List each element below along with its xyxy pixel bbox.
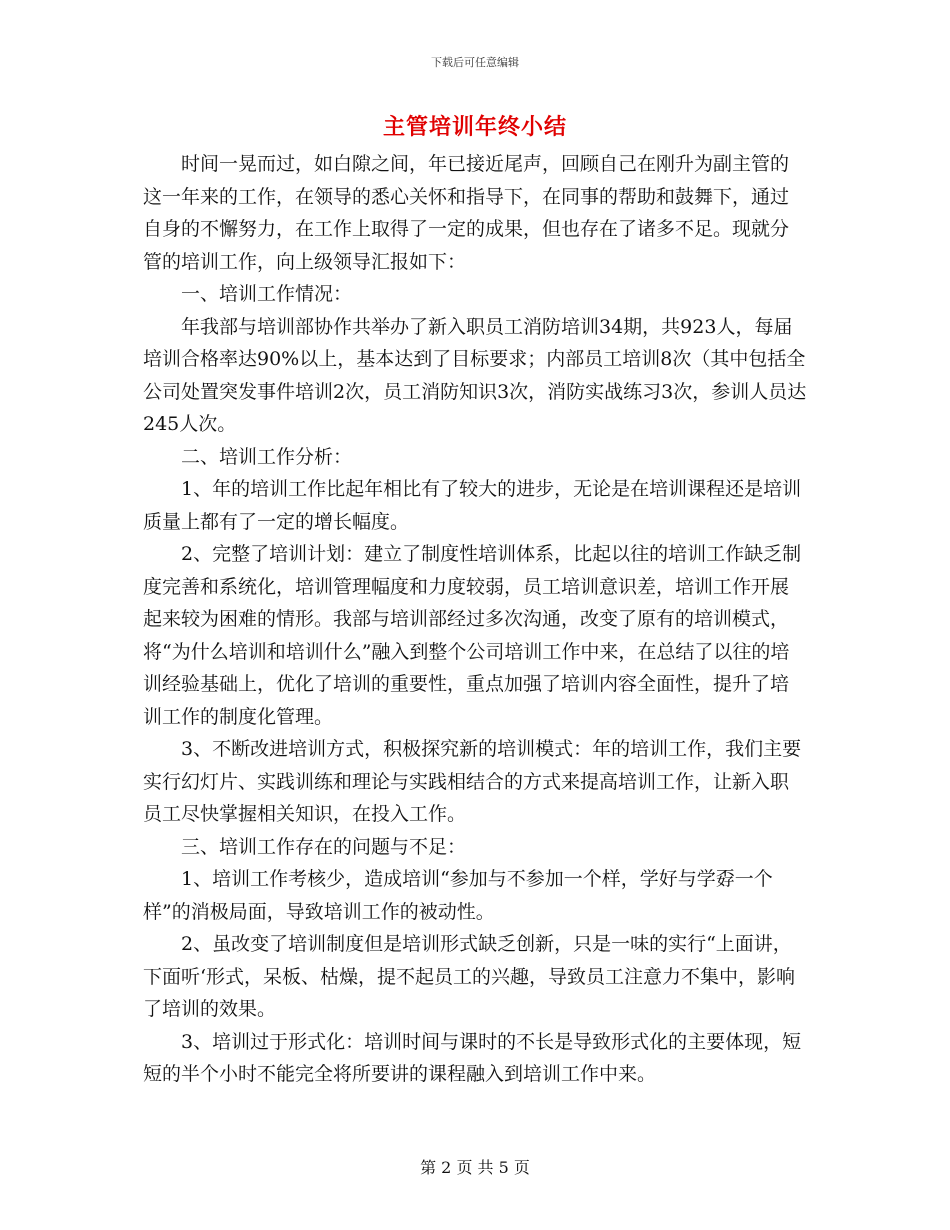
paragraph-analysis-2: 2、完整了培训计划：建立了制度性培训体系，比起以往的培训工作缺乏制度完善和系统化，培训管理幅度和力度较弱，员工培训意识差，培训工作开展起来较为困难的情形。我部与培训部经过多次沟通，改变了原有的培训模式，将“为什么培训和培训什么”融入到整个公司培训工作中来，在总结了以往的培训经验基础上，优化了培训的重要性，重点加强了培训内容全面性，提升了培训工作的制度化管理。 <box>143 543 802 728</box>
paragraph-intro: 时间一晃而过，如白隙之间，年已接近尾声，回顾自己在刚升为副主管的这一年来的工作，在领导的悉心关怀和指导下，在同事的帮助和鼓舞下，通过自身的不懈努力，在工作上取得了一定的成果，但也存在了诸多不足。现就分管的培训工作，向上级领导汇报如下： <box>143 153 790 273</box>
header-note: 下载后可任意编辑 <box>431 56 519 69</box>
paragraph-problem-3: 3、培训过于形式化：培训时间与课时的不长是导致形式化的主要体现，短短的半个小时不能完全将所要讲的课程融入到培训工作中来。 <box>143 1030 802 1085</box>
page-footer: 第 2 页 共 5 页 <box>420 1158 530 1177</box>
document-title: 主管培训年终小结 <box>382 114 567 140</box>
section-heading-2: 二、培训工作分析： <box>181 445 353 468</box>
paragraph-problem-2: 2、虽改变了培训制度但是培训形式缺乏创新，只是一味的实行“上面讲，下面听‘形式，呆板、枯燥，提不起员工的兴趣，导致员工注意力不集中，影响了培训的效果。 <box>143 933 796 1020</box>
section-heading-3: 三、培训工作存在的问题与不足： <box>181 835 467 858</box>
section-heading-1: 一、培训工作情况： <box>181 283 353 305</box>
document-body <box>143 148 807 1091</box>
paragraph-training-status: 年我部与培训部协作共举办了新入职员工消防培训34期，共923人，每届培训合格率达90%以上，基本达到了目标要求；内部员工培训8次（其中包括全公司处置突发事件培训2次，员工消防知识3次，消防实战练习3次，参训人员达245人次。 <box>143 315 807 435</box>
paragraph-analysis-1: 1、年的培训工作比起年相比有了较大的进步，无论是在培训课程还是培训质量上都有了一定的增长幅度。 <box>143 478 802 533</box>
paragraph-analysis-3: 3、不断改进培训方式，积极探究新的培训模式：年的培训工作，我们主要实行幻灯片、实践训练和理论与实践相结合的方式来提高培训工作，让新入职员工尽快掌握相关知识，在投入工作。 <box>143 738 802 825</box>
paragraph-problem-1: 1、培训工作考核少，造成培训“参加与不参加一个样，学好与学孬一个样”的消极局面，导致培训工作的被动性。 <box>143 868 773 923</box>
